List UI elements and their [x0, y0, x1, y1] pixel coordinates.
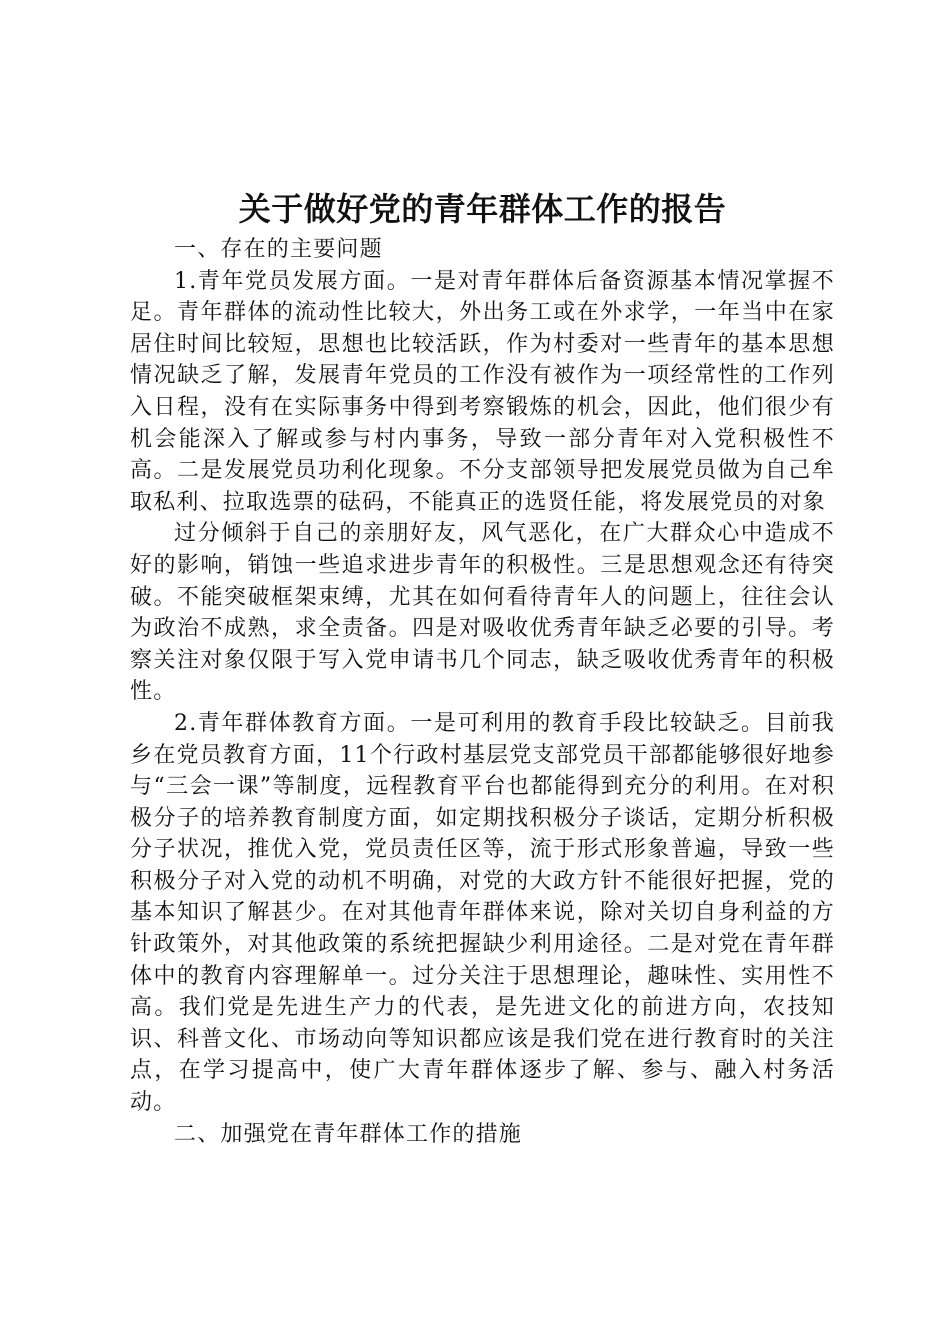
- section-heading-problems: 一、存在的主要问题: [174, 237, 383, 262]
- section-heading-measures: 二、加强党在青年群体工作的措施: [174, 1121, 523, 1147]
- document-body: [130, 186, 835, 1150]
- paragraph-party-member-development: 1.青年党员发展方面。一是对青年群体后备资源基本情况掌握不足。青年群体的流动性比较大，外出务工或在外求学，一年当中在家居住时间比较短，思想也比较活跃，作为村委对一些青年的基本思想情况缺乏了解，发展青年党员的工作没有被作为一项经常性的工作列入日程，没有在实际事务中得到考察锻炼的机会，因此，他们很少有机会能深入了解或参与村内事务，导致一部分青年对入党积极性不高。二是发展党员功利化现象。不分支部领导把发展党员做为自己牟取私利、拉取选票的砝码，不能真正的选贤任能，将发展党员的对象: [130, 268, 835, 515]
- paragraph-continued-development: 过分倾斜于自己的亲朋好友，风气恶化，在广大群众心中造成不好的影响，销蚀一些追求进步青年的积极性。三是思想观念还有待突破。不能突破框架束缚，尤其在如何看待青年人的问题上，往往会认为政治不成熟，求全责备。四是对吸收优秀青年缺乏必要的引导。考察关注对象仅限于写入党申请书几个同志，缺乏吸收优秀青年的积极性。: [130, 521, 835, 705]
- paragraph-youth-education: 2.青年群体教育方面。一是可利用的教育手段比较缺乏。目前我乡在党员教育方面，11个行政村基层党支部党员干部都能够很好地参与“三会一课”等制度，远程教育平台也都能得到充分的利用。在对积极分子的培养教育制度方面，如定期找积极分子谈话，定期分析积极分子状况，推优入党，党员责任区等，流于形式形象普遍，导致一些积极分子对入党的动机不明确，对党的大政方针不能很好把握，党的基本知识了解甚少。在对其他青年群体来说，除对关切自身利益的方针政策外，对其他政策的系统把握缺少利用途径。二是对党在青年群体中的教育内容理解单一。过分关注于思想理论，趣味性、实用性不高。我们党是先进生产力的代表，是先进文化的前进方向，农技知识、科普文化、市场动向等知识都应该是我们党在进行教育时的关注点，在学习提高中，使广大青年群体逐步了解、参与、融入村务活动。: [130, 710, 835, 1116]
- document-title: 关于做好党的青年群体工作的报告: [238, 190, 727, 228]
